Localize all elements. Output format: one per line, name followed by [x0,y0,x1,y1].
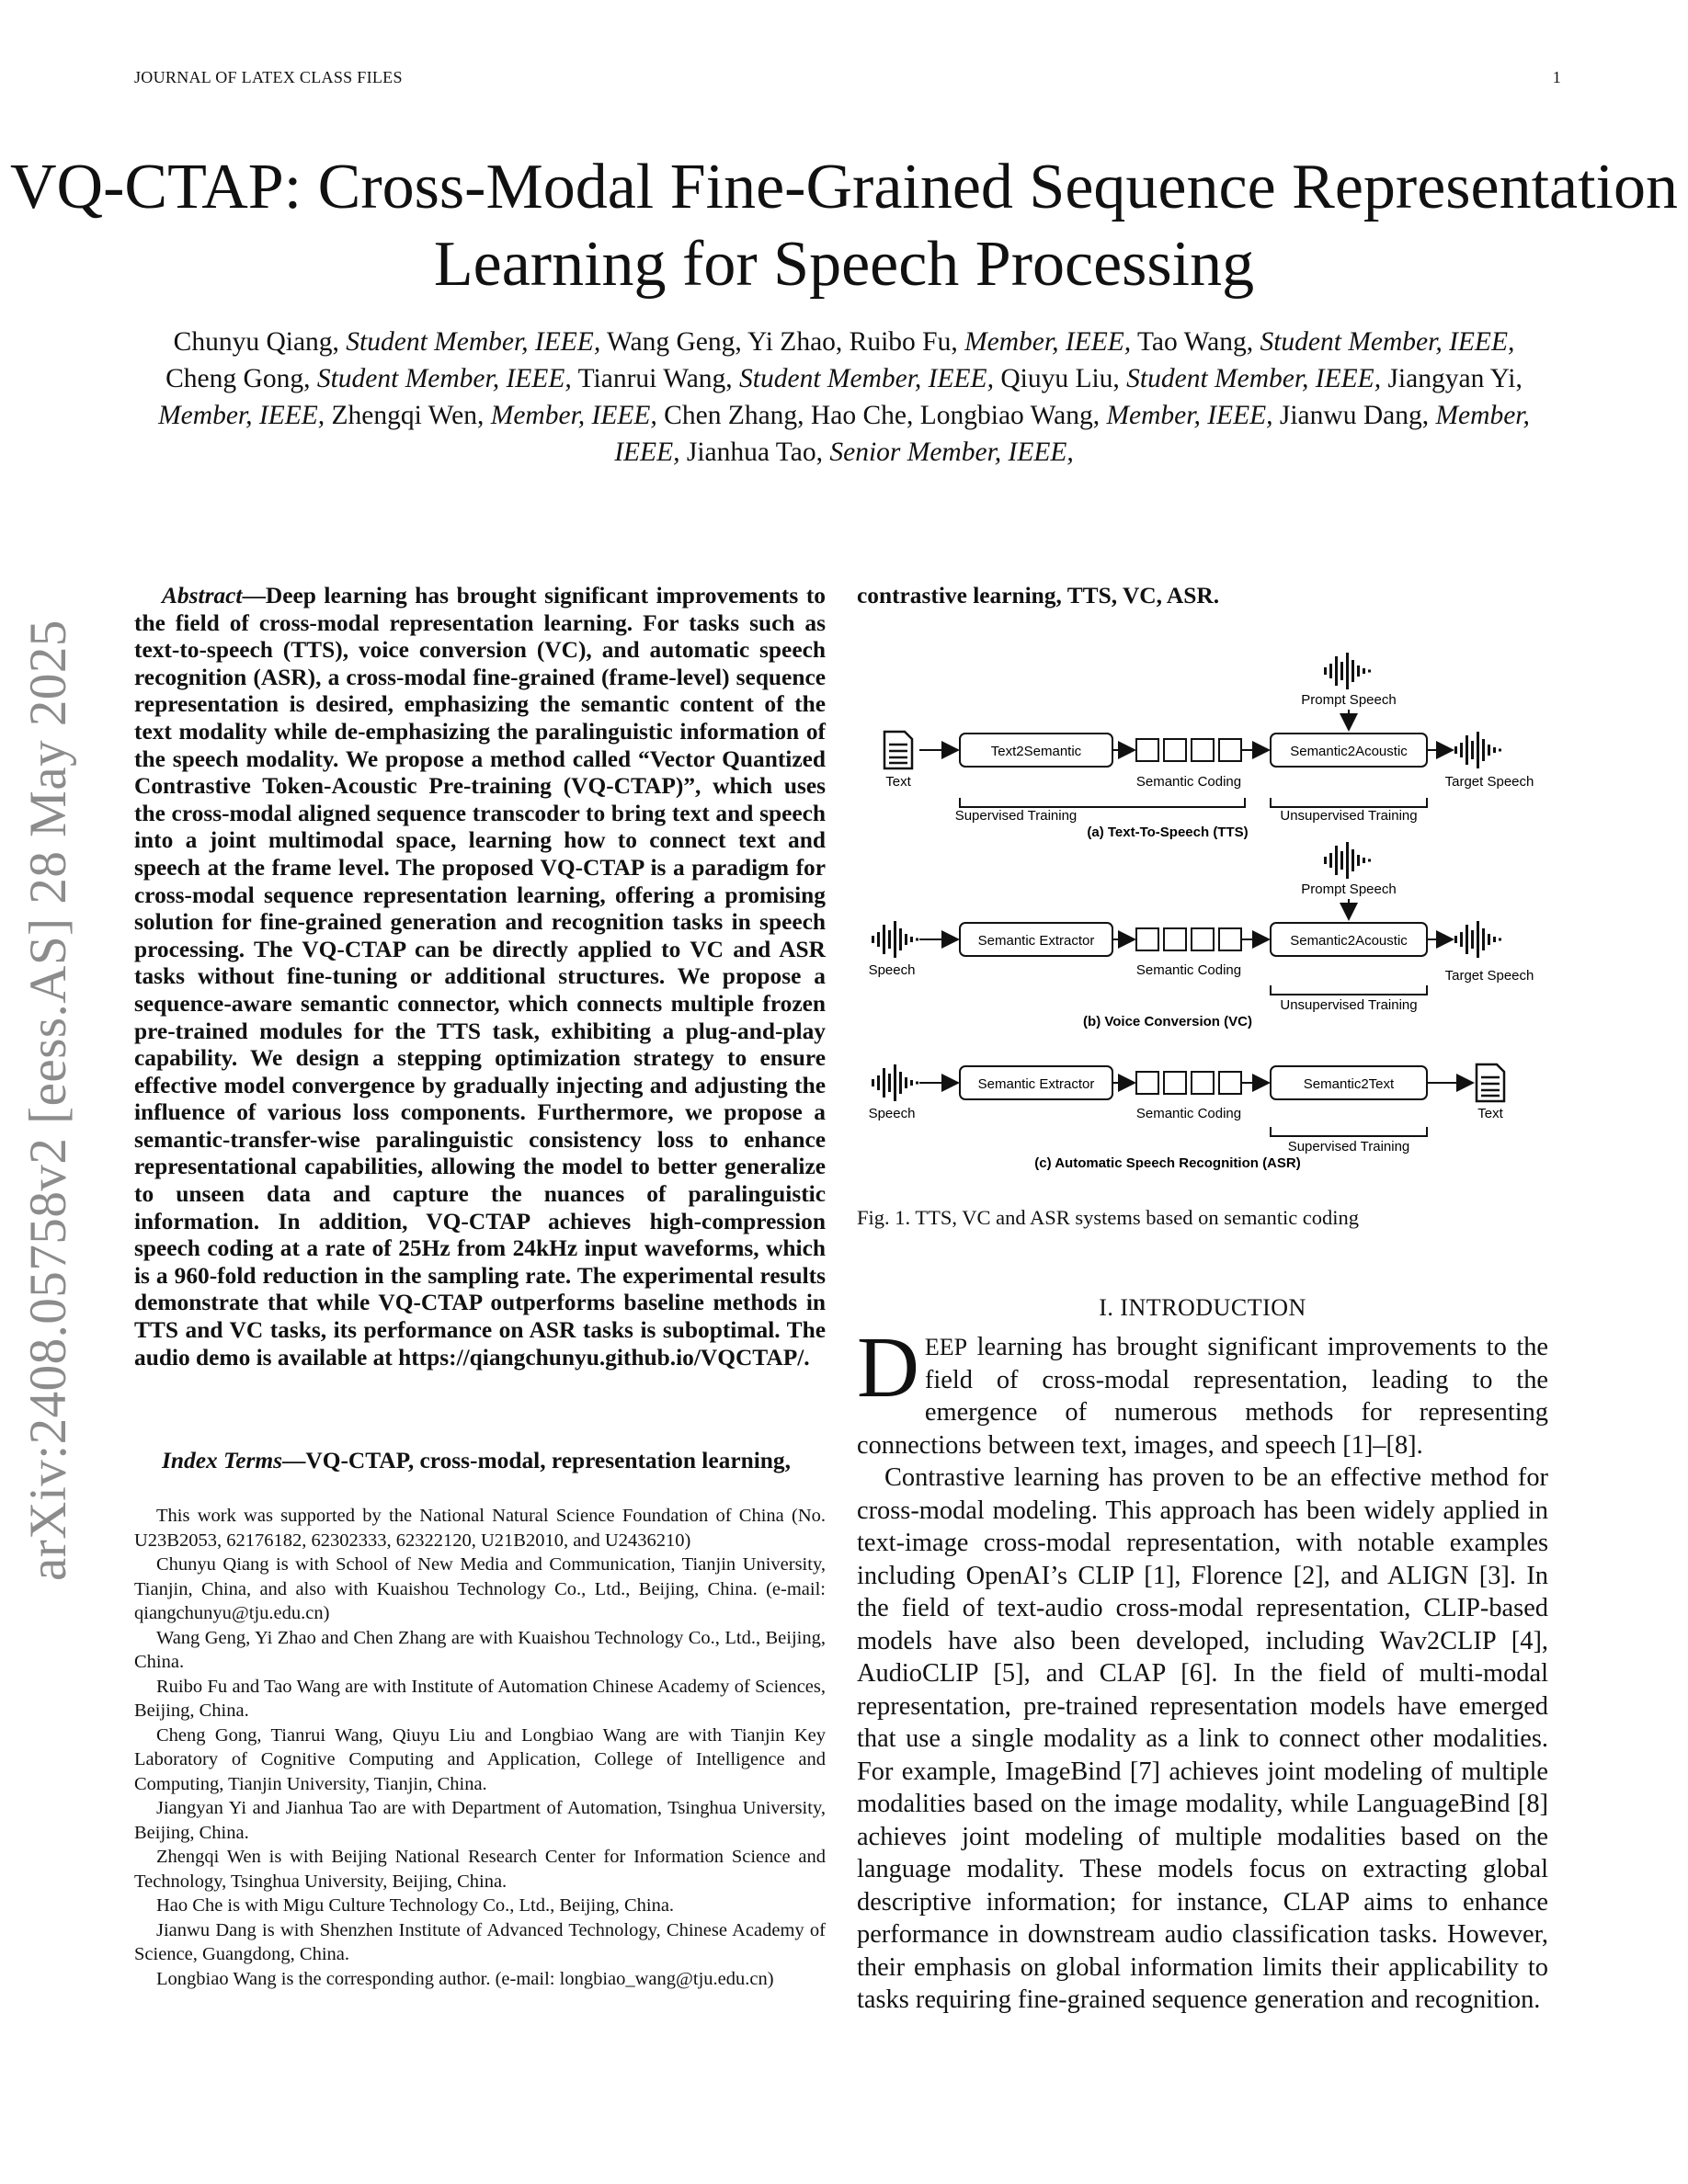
author-list [138,324,1550,471]
target-speech-waveform-icon [1454,921,1501,958]
section-title-rest: NTRODUCTION [1128,1294,1306,1321]
footnotes [134,1504,826,1991]
panel-tts [884,653,1534,840]
text-document-icon [1477,1064,1504,1101]
footnote: Longbiao Wang is the corresponding author. (e-mail: longbiao_wang@tju.edu.cn) [156,1968,774,1989]
footnote: Ruibo Fu and Tao Wang are with Institute of Automation Chinese Academy of Sciences, Beijing, China. [134,1676,826,1721]
footnote: Jianwu Dang is with Shenzhen Institute of Advanced Technology, Chinese Academy of Science, Guangdong, China. [134,1919,826,1964]
figure-1 [864,643,1563,1186]
target-speech-waveform-icon [1454,732,1501,768]
footnote: Cheng Gong, Tianrui Wang, Qiuyu Liu and Longbiao Wang are with Tianjin Key Laboratory of Cognitive Computing and Application, College of Intelligence and Computing, Tianjin University, Tianjin, China. [134,1724,826,1794]
author: Tianrui Wang, [577,364,733,393]
prompt-speech-waveform-icon [1324,842,1371,879]
running-header [134,68,403,87]
semantic-coding-label: Semantic Coding [1135,774,1242,790]
semantic-code-tokens [1136,928,1241,950]
author-role: Member, IEEE, [1106,401,1273,430]
introduction-body [857,1320,1548,2017]
intro-paragraph-2: Contrastive learning has proven to be an effective method for cross-modal modeling. This approach has been widely applied in text-image cross-modal representation, with notable examples including OpenAI’s CLIP [1], Florence [2], and ALIGN [3]. In the field of text-audio cross-modal representation, CLIP-based models have also been developed, including Wav2CLIP [4], AudioCLIP [5], and CLAP [6]. In the field of multi-modal representation, pre-trained representation models have emerged that use a single modality as a link to connect other modalities. For example, ImageBind [7] achieves joint modeling of multiple modalities based on the image modality, while LanguageBind [8] achieves joint modeling of multiple modalities based on the language modality. These models focus on extracting global descriptive information; for instance, CLAP aims to enhance performance in downstream audio classification tasks. However, their emphasis on global information limits their applicability to tasks requiring fine-grained sequence generation and recognition. [857,1463,1548,2014]
output-label: Target Speech [1444,968,1534,984]
semantic-code-tokens [1136,739,1241,761]
footnote: Chunyu Qiang is with School of New Media and Communication, Tianjin University, Tianjin, China, and also with Kuaishou Technology Co., Ltd., Beijing, China. (e-mail: qiangchunyu@tju.edu.cn) [134,1554,826,1623]
author: Chen Zhang, Hao Che, Longbiao Wang, [664,401,1101,430]
intro-paragraph-1: learning has brought significant improvements to the field of cross-modal representation, leading to the emergence of numerous methods for representing connections between text, images, and speech [1]–[8]. [857,1333,1548,1460]
prompt-speech-label: Prompt Speech [1301,882,1397,897]
section-heading [857,1294,1548,1322]
author: Tao Wang, [1136,327,1254,357]
semantic-coding-label: Semantic Coding [1135,962,1242,978]
panel-a-title: (a) Text-To-Speech (TTS) [1087,825,1249,840]
author-role: Student Member, IEEE, [1260,327,1515,357]
supervised-training-label: Supervised Training [1287,1139,1410,1155]
footnote: Zhengqi Wen is with Beijing National Research Center for Information Science and Technology, Tsinghua University, Beijing, China. [134,1847,826,1892]
text-document-icon [884,732,912,768]
author-role: Student Member, IEEE, [739,364,994,393]
semantic2acoustic-module: Semantic2Acoustic [1290,744,1408,759]
figure-caption: Fig. 1. TTS, VC and ASR systems based on semantic coding [857,1206,1360,1229]
intro-first-word: EEP [924,1334,968,1360]
semantic-extractor-module: Semantic Extractor [977,933,1095,949]
author-role: Member, IEEE, [614,401,1530,467]
author: Cheng Gong, [165,364,311,393]
text2semantic-module: Text2Semantic [990,744,1082,759]
author-role: Student Member, IEEE, [316,364,572,393]
input-label: Text [885,774,911,790]
index-terms-continued: contrastive learning, TTS, VC, ASR. [857,583,1220,609]
abstract-text: Deep learning has brought significant improvements to the field of cross-modal representation learning. For tasks such as text-to-speech (TTS), voice conversion (VC), and automatic speech recognition (ASR), a cross-modal fine-grained (frame-level) sequence representation is desired, emphasizing the semantic content of the text modality while de-emphasizing the paralinguistic information of the speech modality. We propose a method called “Vector Quantized Contrastive Token-Acoustic Pre-training (VQ-CTAP)”, which uses the cross-modal aligned sequence transcoder to bring text and speech into a joint multimodal space, learning how to connect text and speech at the frame level. The proposed VQ-CTAP is a paradigm for cross-modal sequence representation learning, offering a promising solution for fine-grained generation and recognition tasks in speech processing. The VQ-CTAP can be directly applied to VC and ASR tasks without fine-tuning or additional structures. We propose a sequence-aware semantic connector, which connects multiple frozen pre-trained modules for the TTS task, exhibiting a plug-and-play capability. We design a stepping optimization strategy to ensure effective model convergence by gradually injecting and adjusting the influence of various loss components. Furthermore, we propose a semantic-transfer-wise paralinguistic consistency loss to enhance representational capabilities, allowing the model to better generalize to unseen data and capture the nuances of paralinguistic information. In addition, VQ-CTAP achieves high-compression speech coding at a rate of 25Hz from 24kHz input waveforms, which is a 960-fold reduction in the sampling rate. The experimental results demonstrate that while VQ-CTAP outperforms baseline methods in TTS and VC tasks, its performance on ASR tasks is suboptimal. The audio demo is available at https://qiangchunyu.github.io/VQCTAP/. [134,583,826,1371]
output-label: Target Speech [1444,774,1534,790]
author: Zhengqi Wen, [331,401,485,430]
footnote: This work was supported by the National Natural Science Foundation of China (No. U23B2053, 62176182, 62302333, 62322120, U21B2010, and U2436210) [134,1506,826,1551]
semantic2acoustic-module: Semantic2Acoustic [1290,933,1408,949]
semantic-coding-label: Semantic Coding [1135,1106,1242,1121]
author: Jianhua Tao, [686,438,823,467]
arxiv-stamp: arXiv:2408.05758v2 [eess.AS] 28 May 2025 [19,620,77,1581]
abstract-label: Abstract [162,583,243,609]
supervised-training-label: Supervised Training [954,808,1078,824]
semantic2text-module: Semantic2Text [1303,1076,1395,1092]
drop-cap: D [857,1320,919,1416]
output-label: Text [1477,1106,1503,1121]
section-title-initial: I [1120,1294,1129,1321]
panel-vc [869,842,1534,1029]
paper-title: VQ-CTAP: Cross-Modal Fine-Grained Sequence Representation Learning for Speech Processing [9,152,1679,300]
author-role: Member, IEEE, [158,401,325,430]
author: Wang Geng, Yi Zhao, Ruibo Fu, [607,327,958,357]
footnote: Jiangyan Yi and Jianhua Tao are with Department of Automation, Tsinghua University, Beijing, China. [134,1798,826,1843]
author-role: Student Member, IEEE, [346,327,601,357]
index-terms: Index Terms—VQ-CTAP, cross-modal, representation learning, [162,1448,791,1473]
input-label: Speech [868,1106,916,1121]
author-role: Member, IEEE, [490,401,657,430]
section-number: I. [1099,1294,1114,1321]
page-number: 1 [1552,68,1561,86]
abstract: Abstract—Deep learning has brought significant improvements to the field of cross-modal representation learning. For tasks such as text-to-speech (TTS), voice conversion (VC), and automatic speech recognition (ASR), a cross-modal fine-grained (frame-level) sequence representation is desired, emphasizing the semantic content of the text modality while de-emphasizing the paralinguistic information of the speech modality. We propose a method called “Vector Quantized Contrastive Token-Acoustic Pre-training (VQ-CTAP)”, which uses the cross-modal aligned sequence transcoder to bring text and speech into a joint multimodal space, learning how to connect text and speech at the frame level. The proposed VQ-CTAP is a paradigm for cross-modal sequence representation learning, offering a promising solution for fine-grained generation and recognition tasks in speech processing. The VQ-CTAP can be directly applied to VC and ASR tasks without fine-tuning or additional structures. We propose a sequence-aware semantic connector, which connects multiple frozen pre-trained modules for the TTS task, exhibiting a plug-and-play capability. We design a stepping optimization strategy to ensure effective model convergence by gradually injecting and adjusting the influence of various loss components. Furthermore, we propose a semantic-transfer-wise paralinguistic consistency loss to enhance representational capabilities, allowing the model to better generalize to unseen data and capture the nuances of paralinguistic information. In addition, VQ-CTAP achieves high-compression speech coding at a rate of 25Hz from 24kHz input waveforms, which is a 960-fold reduction in the sampling rate. The experimental results demonstrate that while VQ-CTAP outperforms baseline methods in TTS and VC tasks, its performance on ASR tasks is suboptimal. The audio demo is available at https://qiangchunyu.github.io/VQCTAP/. [134,583,826,1371]
journal-name: JOURNAL OF LATEX CLASS FILES [134,68,403,86]
pipeline-diagram [864,643,1563,1186]
unsupervised-training-label: Unsupervised Training [1280,808,1418,824]
index-terms-label: Index Terms [162,1448,282,1473]
semantic-code-tokens [1136,1072,1241,1094]
author: Jiangyan Yi, [1387,364,1523,393]
author: Qiuyu Liu, [1000,364,1120,393]
input-speech-waveform-icon [872,1064,918,1101]
semantic-extractor-module: Semantic Extractor [977,1076,1095,1092]
footnote: Wang Geng, Yi Zhao and Chen Zhang are with Kuaishou Technology Co., Ltd., Beijing, China. [134,1627,826,1672]
panel-c-title: (c) Automatic Speech Recognition (ASR) [1034,1155,1301,1171]
author-role: Student Member, IEEE, [1126,364,1382,393]
author: Jianwu Dang, [1279,401,1430,430]
author-role: Senior Member, IEEE, [829,438,1074,467]
author: Chunyu Qiang, [173,327,339,357]
panel-b-title: (b) Voice Conversion (VC) [1083,1014,1252,1029]
panel-asr [869,1064,1504,1171]
author-role: Member, IEEE, [964,327,1132,357]
prompt-speech-waveform-icon [1324,653,1371,689]
footnote: Hao Che is with Migu Culture Technology Co., Ltd., Beijing, China. [156,1895,675,1916]
unsupervised-training-label: Unsupervised Training [1280,997,1418,1013]
index-terms-text: VQ-CTAP, cross-modal, representation learning, [305,1448,791,1473]
prompt-speech-label: Prompt Speech [1301,692,1397,708]
input-label: Speech [868,962,916,978]
input-speech-waveform-icon [872,921,918,958]
